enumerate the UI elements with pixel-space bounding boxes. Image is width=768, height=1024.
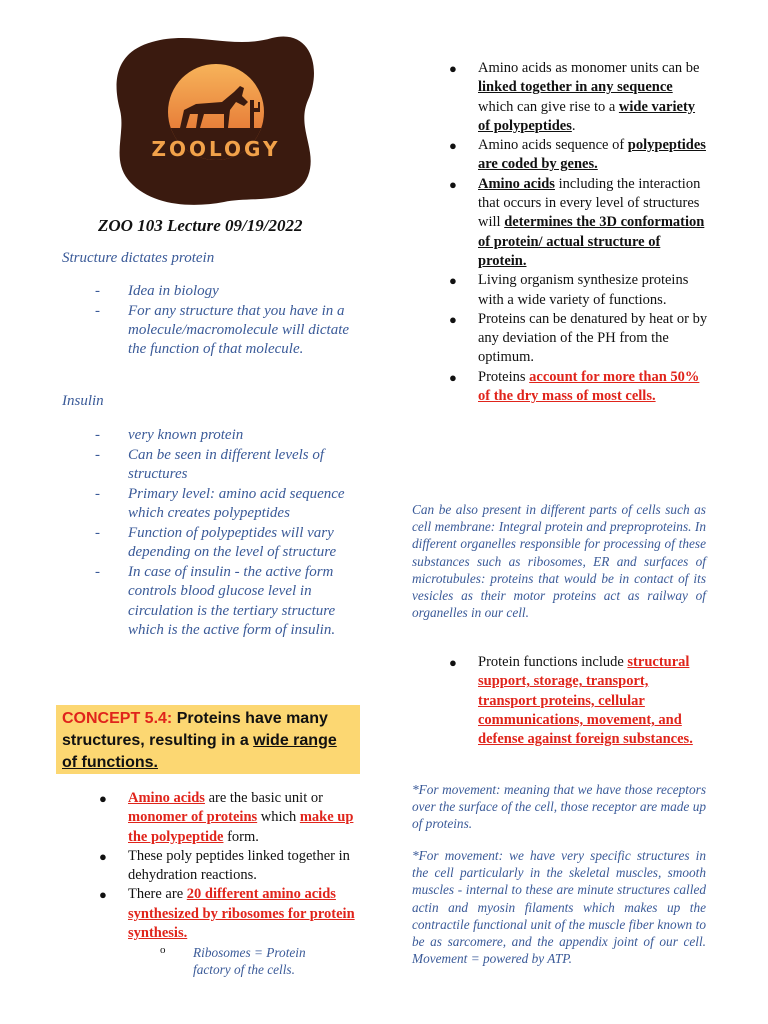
lecture-title: ZOO 103 Lecture 09/19/2022 bbox=[98, 216, 303, 235]
text-run: . bbox=[571, 117, 576, 134]
list-right-top bbox=[449, 59, 708, 406]
concept-box bbox=[56, 705, 360, 774]
text-run: are the basic unit or bbox=[204, 790, 323, 806]
list-item bbox=[99, 847, 360, 886]
paragraph-movement-1: *For movement: meaning that we have those receptors over the surface of the cell, those receptor are made up of proteins. bbox=[412, 782, 706, 832]
text-run: which can give rise to a bbox=[478, 98, 619, 115]
list-item bbox=[449, 368, 708, 407]
bullet-icon: ● bbox=[449, 176, 457, 192]
text-run: Amino acids as monomer units can be bbox=[478, 60, 700, 76]
list-amino-acids bbox=[99, 789, 360, 943]
text-run: Amino acids bbox=[478, 175, 555, 192]
bullet-icon: ● bbox=[449, 311, 457, 327]
text-run: There are bbox=[128, 886, 187, 903]
bullet-icon: ● bbox=[449, 61, 457, 76]
bullet-icon: ● bbox=[99, 791, 107, 806]
text-run: Protein functions include bbox=[478, 654, 628, 670]
text-run: structural support, storage, transport, transport proteins, cellular communications, movement, and defense against foreign substances. bbox=[478, 654, 693, 748]
list-item bbox=[99, 885, 360, 943]
text-run: Amino acids bbox=[128, 790, 205, 806]
text-run: determines the 3D conformation of protein/ actual structure of protein. bbox=[478, 214, 705, 269]
bullet-icon: ● bbox=[449, 273, 457, 289]
list-item bbox=[449, 59, 708, 136]
sub-bullet-text: Ribosomes = Protein factory of the cells. bbox=[193, 945, 306, 977]
list-item: - Can be seen in different levels of structures bbox=[62, 446, 362, 485]
list-item: - In case of insulin - the active form controls blood glucose level in circulation is the tertiary structure which is the active form of insulin. bbox=[62, 563, 362, 640]
bullet-icon: ● bbox=[449, 138, 457, 154]
list-functions bbox=[449, 653, 708, 749]
heading-structure: Structure dictates protein bbox=[62, 250, 215, 266]
text-run: which bbox=[257, 809, 300, 826]
paragraph-movement-2: *For movement: we have very specific structures in the cell particularly in the skeletal muscles, smooth muscles - internal to these are minute structures called actin and myosin filaments which makes up the contractile functional unit of the muscle fiber known to be as sarcomere, and the appendix joint of our cell. Movement = powered by ATP. bbox=[412, 848, 706, 967]
bullet-icon: ● bbox=[99, 848, 107, 864]
text-run: Proteins bbox=[478, 368, 530, 385]
bullet-icon: ● bbox=[99, 887, 107, 903]
text-run: 20 different amino acids synthesized by ribosomes for protein synthesis. bbox=[128, 886, 355, 942]
list-item bbox=[449, 310, 708, 368]
zoology-logo-graphic bbox=[112, 30, 320, 206]
list-item bbox=[449, 271, 708, 310]
concept-text-underlined: wide range of functions. bbox=[62, 732, 337, 771]
text-run: polypeptides are coded by genes. bbox=[478, 137, 706, 173]
text-run: including the interaction that occurs in every level of structures will bbox=[478, 175, 701, 231]
text-run: account for more than 50% of the dry mass of most cells. bbox=[478, 368, 700, 405]
heading-insulin: Insulin bbox=[62, 393, 104, 409]
text-run: monomer of proteins bbox=[128, 809, 258, 826]
zoology-logo bbox=[112, 30, 320, 206]
list-item: - very known protein bbox=[62, 426, 362, 445]
list-item bbox=[99, 789, 360, 847]
list-item: - For any structure that you have in a molecule/macromolecule will dictate the function of that molecule. bbox=[62, 302, 362, 360]
list-insulin bbox=[62, 426, 362, 641]
sub-bullet bbox=[160, 944, 320, 978]
list-item: - Idea in biology bbox=[62, 282, 362, 301]
bullet-icon: ● bbox=[449, 655, 457, 670]
text-run: linked together in any sequence bbox=[478, 79, 673, 96]
circle-bullet-icon: o bbox=[160, 944, 166, 956]
list-item: - Primary level: amino acid sequence which creates polypeptides bbox=[62, 485, 362, 524]
list-item bbox=[449, 136, 708, 175]
concept-text: Proteins have many structures, resulting in a bbox=[62, 710, 328, 749]
text-run: Living organism synthesize proteins with a wide variety of functions. bbox=[478, 272, 689, 308]
text-run: These poly peptides linked together in dehydration reactions. bbox=[128, 847, 350, 884]
list-item bbox=[449, 175, 708, 271]
text-run: Proteins can be denatured by heat or by any deviation of the PH from the optimum. bbox=[478, 310, 708, 366]
bullet-icon: ● bbox=[449, 369, 457, 385]
list-item: - Function of polypeptides will vary depending on the level of structure bbox=[62, 524, 362, 563]
paragraph-locations: Can be also present in different parts of cells such as cell membrane: Integral protein and preproproteins. In different organelles responsible for processing of these substances such as ribosomes, ER and surfaces of microtubules: proteins that would be in contact of its vesicles as their motor proteins act as railway of organelles in our cell. bbox=[412, 502, 706, 621]
list-structure bbox=[62, 282, 362, 360]
text-run: Amino acids sequence of bbox=[478, 137, 628, 154]
list-item bbox=[449, 653, 708, 749]
text-run: wide variety of polypeptides bbox=[478, 98, 696, 134]
concept-label: CONCEPT 5.4: bbox=[62, 710, 173, 727]
text-run: form. bbox=[223, 828, 259, 845]
svg-text:ZOOLOGY: ZOOLOGY bbox=[151, 137, 281, 161]
text-run: make up the polypeptide bbox=[128, 809, 354, 845]
